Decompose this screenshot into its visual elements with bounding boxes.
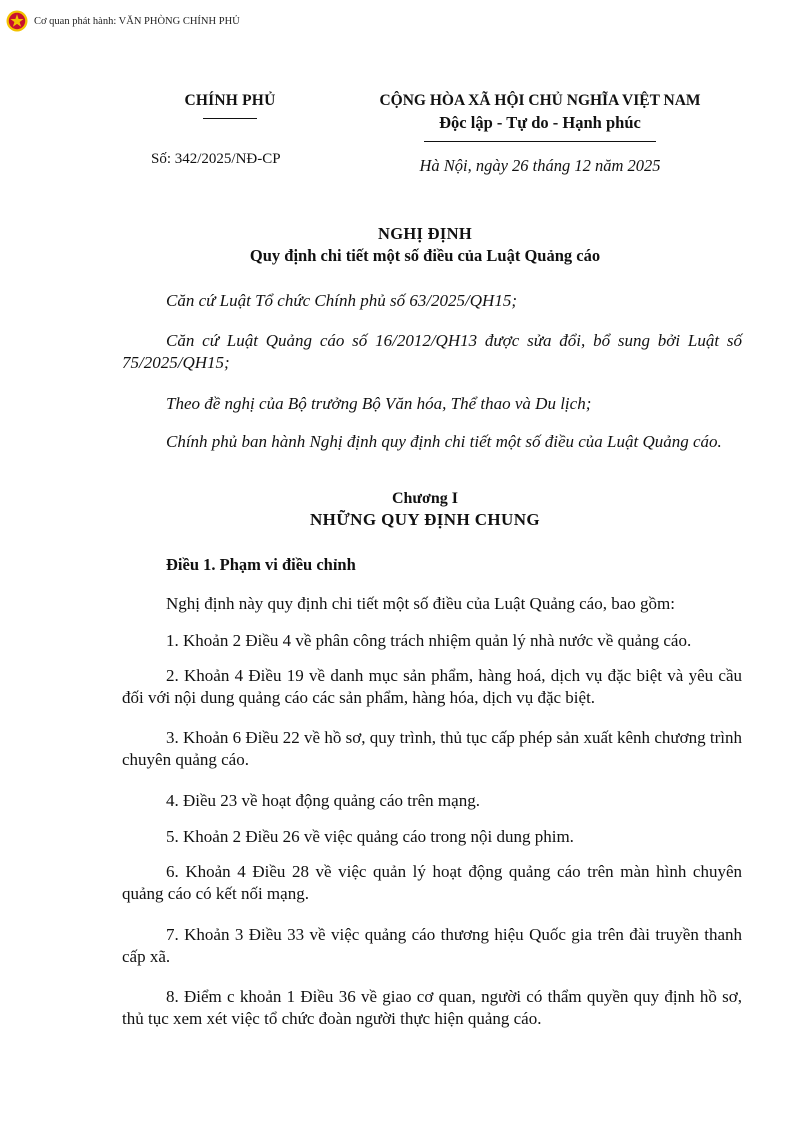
chapter-heading xyxy=(100,490,750,530)
document-number: Số: 342/2025/NĐ-CP xyxy=(151,151,281,167)
article-item-5: 5. Khoản 2 Điều 26 về việc quảng cáo trong nội dung phim. xyxy=(166,827,574,846)
org-underline xyxy=(203,118,257,119)
article-heading: Điều 1. Phạm vi điều chỉnh xyxy=(166,555,356,574)
header-left xyxy=(150,92,310,119)
article-intro: Nghị định này quy định chi tiết một số điều của Luật Quảng cáo, bao gồm: xyxy=(166,594,675,613)
document-subject: Quy định chi tiết một số điều của Luật Quảng cáo xyxy=(249,246,601,265)
national-emblem-icon xyxy=(6,10,28,32)
legal-basis-3: Theo đề nghị của Bộ trưởng Bộ Văn hóa, Thể thao và Du lịch; xyxy=(166,394,592,413)
article-item-7: 7. Khoản 3 Điều 33 về việc quảng cáo thương hiệu Quốc gia trên đài truyền thanh cấp xã. xyxy=(122,925,742,966)
issuer-text: Cơ quan phát hành: VĂN PHÒNG CHÍNH PHỦ xyxy=(34,15,240,27)
header-right xyxy=(345,92,735,142)
chapter-title: NHỮNG QUY ĐỊNH CHUNG xyxy=(309,510,541,529)
motto-underline xyxy=(424,141,656,142)
document-type: NGHỊ ĐỊNH xyxy=(378,224,472,243)
org-name: CHÍNH PHỦ xyxy=(184,92,276,109)
country-name: CỘNG HÒA XÃ HỘI CHỦ NGHĨA VIỆT NAM xyxy=(379,92,701,109)
article-item-2: 2. Khoản 4 Điều 19 về danh mục sản phẩm, hàng hoá, dịch vụ đặc biệt và yêu cầu đối với nội dung quảng cáo các sản phẩm, hàng hóa, dịch vụ đặc biệt. xyxy=(122,666,742,707)
article-item-6: 6. Khoản 4 Điều 28 về việc quản lý hoạt động quảng cáo trên màn hình chuyên quảng cáo có kết nối mạng. xyxy=(122,862,742,903)
legal-basis-1: Căn cứ Luật Tổ chức Chính phủ số 63/2025/QH15; xyxy=(166,291,517,310)
legal-basis-4: Chính phủ ban hành Nghị định quy định chi tiết một số điều của Luật Quảng cáo. xyxy=(166,432,722,451)
article-item-3: 3. Khoản 6 Điều 22 về hồ sơ, quy trình, thủ tục cấp phép sản xuất kênh chương trình chuyên quảng cáo. xyxy=(122,728,742,769)
chapter-number: Chương I xyxy=(391,490,459,507)
article-item-8: 8. Điểm c khoản 1 Điều 36 về giao cơ quan, người có thẩm quyền quy định hồ sơ, thủ tục xem xét việc tổ chức đoàn người thực hiện quảng cáo. xyxy=(122,987,742,1028)
legal-basis-2: Căn cứ Luật Quảng cáo số 16/2012/QH13 được sửa đổi, bổ sung bởi Luật số 75/2025/QH15; xyxy=(122,331,742,372)
national-motto: Độc lập - Tự do - Hạnh phúc xyxy=(439,113,641,132)
article-item-4: 4. Điều 23 về hoạt động quảng cáo trên mạng. xyxy=(166,791,480,810)
title-block xyxy=(100,224,750,266)
article-item-1: 1. Khoản 2 Điều 4 về phân công trách nhiệm quản lý nhà nước về quảng cáo. xyxy=(166,631,692,650)
date-place: Hà Nội, ngày 26 tháng 12 năm 2025 xyxy=(419,156,661,175)
issuer-bar xyxy=(6,8,240,34)
